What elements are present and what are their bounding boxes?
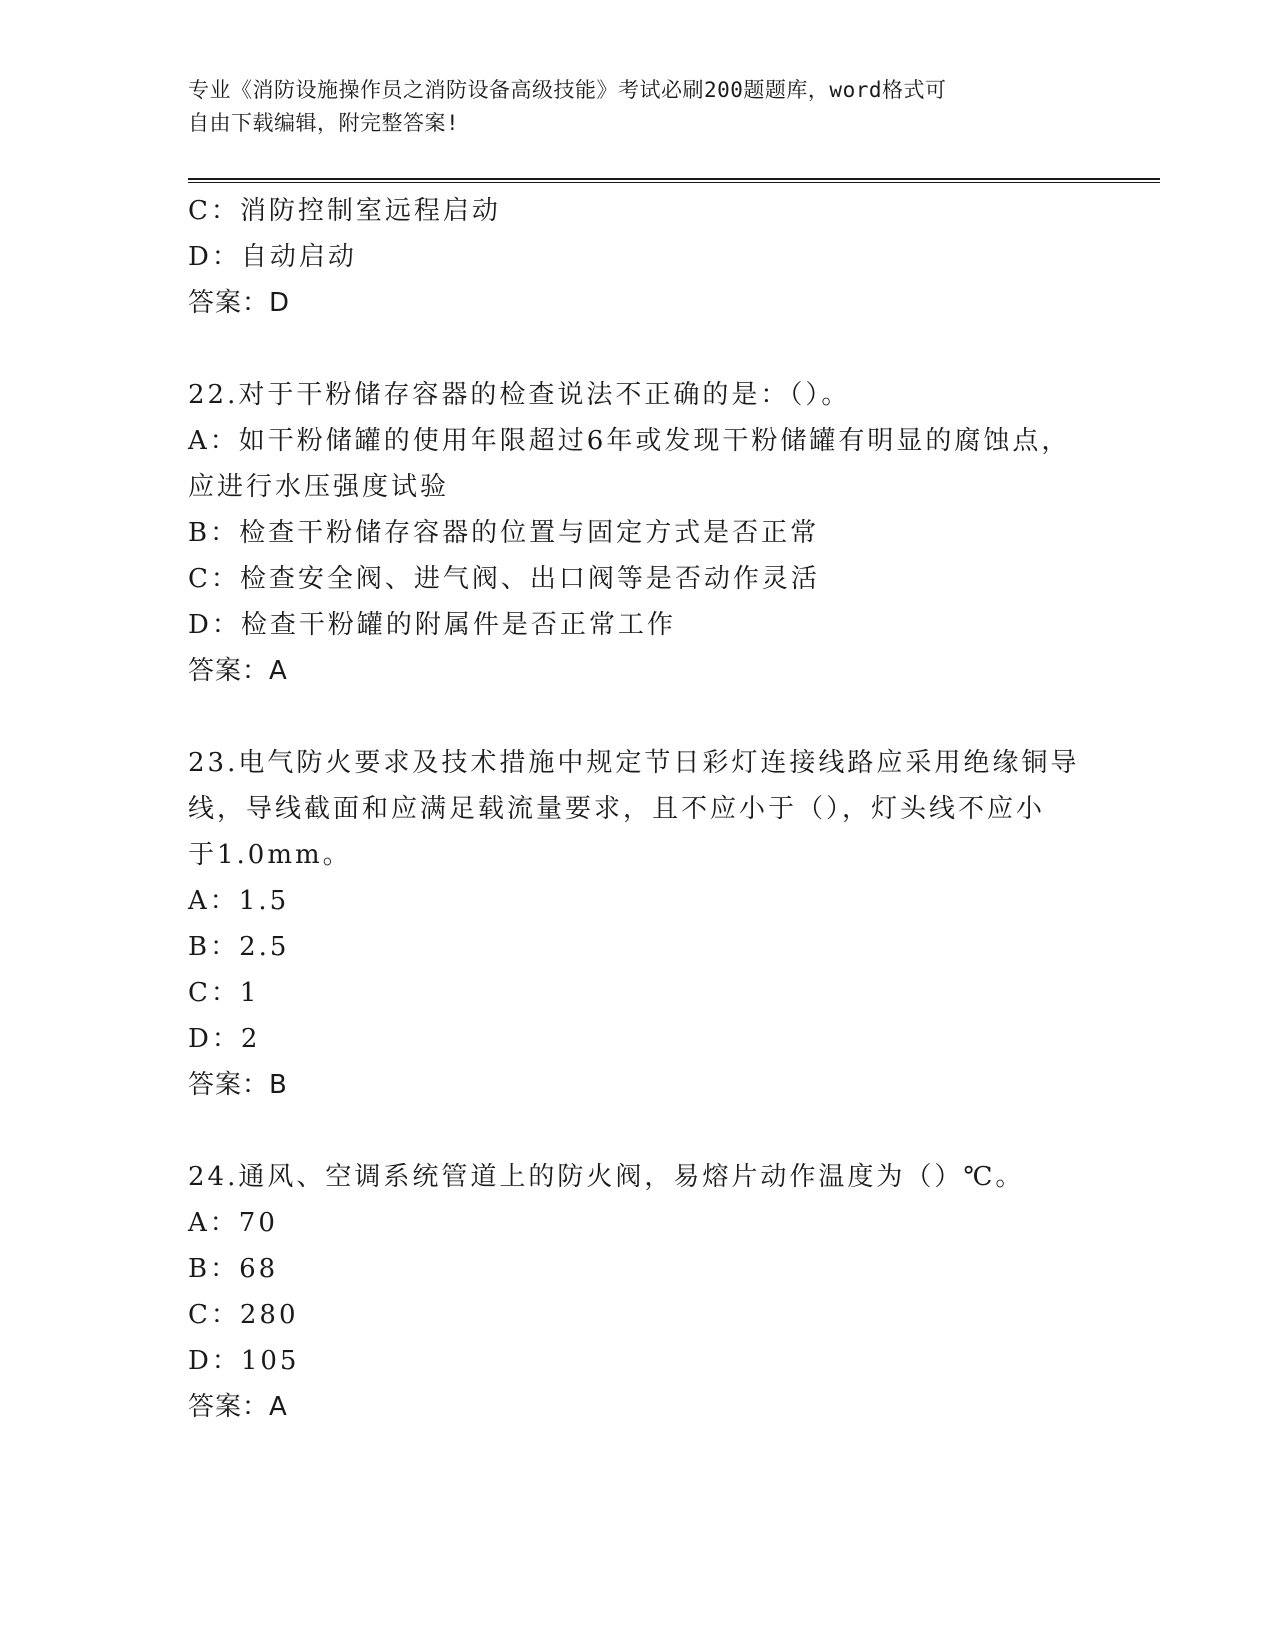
option-d: D：2 xyxy=(188,1024,261,1054)
answer: 答案：A xyxy=(188,656,288,686)
question-stem: 22.对于干粉储存容器的检查说法不正确的是：（）。 xyxy=(188,380,851,410)
option-b: B：68 xyxy=(188,1254,279,1284)
option-c: C：1 xyxy=(188,978,260,1008)
carry-over-question xyxy=(188,188,1088,326)
option-a: A：70 xyxy=(188,1208,278,1238)
question-stem-cont: 于1.0mm。 xyxy=(188,840,352,870)
spacer xyxy=(188,694,1088,740)
question-stem: 24.通风、空调系统管道上的防火阀，易熔片动作温度为（）℃。 xyxy=(188,1162,1025,1192)
option-d: D：自动启动 xyxy=(188,242,357,272)
option-b: B：检查干粉储存容器的位置与固定方式是否正常 xyxy=(188,518,820,548)
question-list xyxy=(188,188,1088,1430)
option-c: C：检查安全阀、进气阀、出口阀等是否动作灵活 xyxy=(188,564,820,594)
header-divider xyxy=(188,178,1160,183)
question-stem: 23.电气防火要求及技术措施中规定节日彩灯连接线路应采用绝缘铜导 xyxy=(188,748,1080,778)
option-d: D：105 xyxy=(188,1346,300,1376)
option-d: D：检查干粉罐的附属件是否正常工作 xyxy=(188,610,676,640)
question-24 xyxy=(188,1154,1088,1430)
question-23 xyxy=(188,740,1088,1108)
option-a: A：1.5 xyxy=(188,886,290,916)
answer: 答案：B xyxy=(188,1070,288,1100)
question-22 xyxy=(188,372,1088,694)
question-stem-cont: 线，导线截面和应满足载流量要求，且不应小于（），灯头线不应小 xyxy=(188,794,1046,824)
option-a: A：如干粉储罐的使用年限超过6年或发现干粉储罐有明显的腐蚀点， xyxy=(188,426,1071,456)
document-header xyxy=(188,74,1088,140)
spacer xyxy=(188,326,1088,372)
option-a-cont: 应进行水压强度试验 xyxy=(188,472,450,502)
header-line-2: 自由下载编辑，附完整答案! xyxy=(188,111,460,135)
option-c: C：280 xyxy=(188,1300,299,1330)
answer: 答案：D xyxy=(188,288,291,318)
option-c: C：消防控制室远程启动 xyxy=(188,196,501,226)
option-b: B：2.5 xyxy=(188,932,290,962)
header-line-1: 专业《消防设施操作员之消防设备高级技能》考试必刷200题题库，word格式可 xyxy=(188,78,947,102)
spacer xyxy=(188,1108,1088,1154)
answer: 答案：A xyxy=(188,1392,288,1422)
